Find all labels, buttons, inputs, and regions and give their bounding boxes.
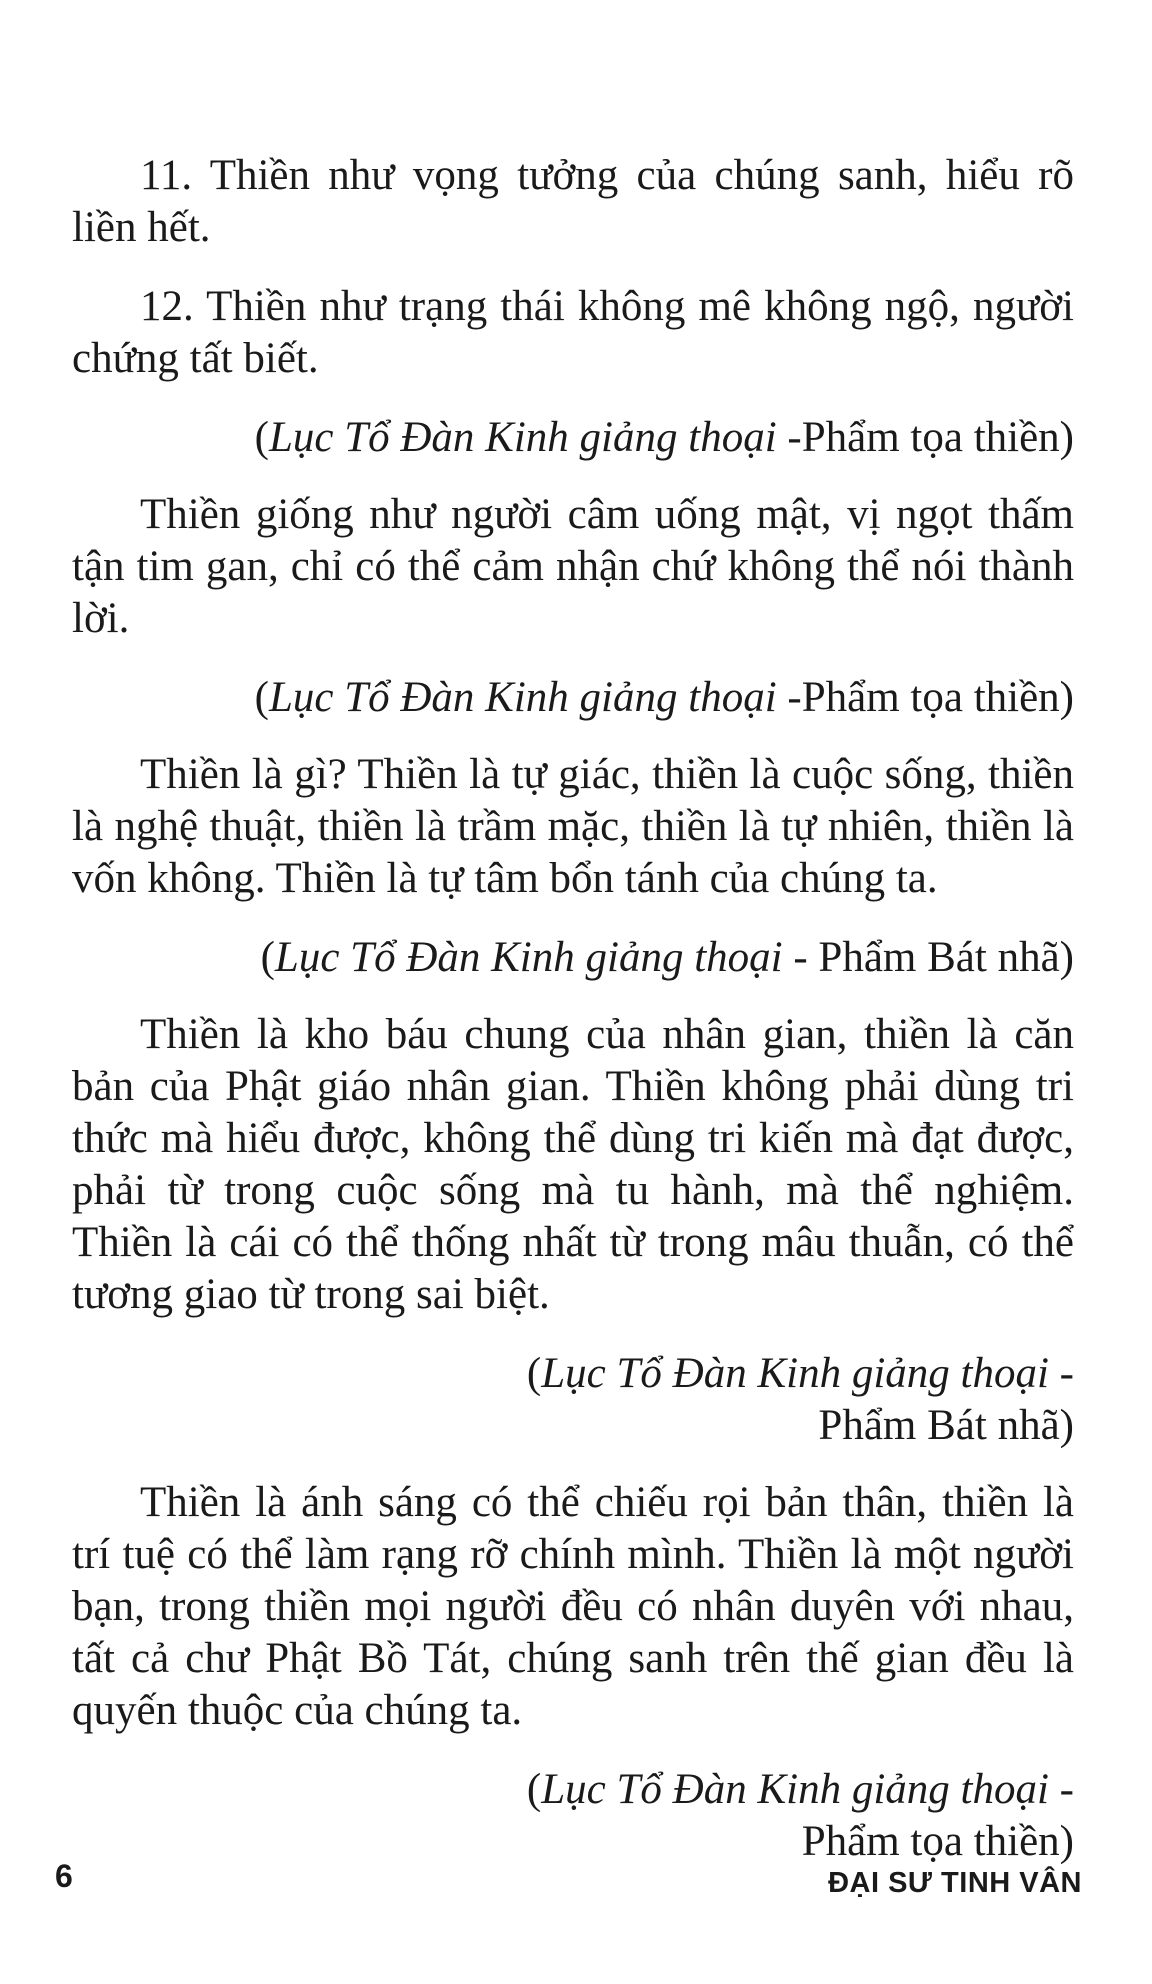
- citation: (Lục Tổ Đàn Kinh giảng thoại - Phẩm Bát nhã): [526, 1350, 1074, 1449]
- paragraph-treasure: Thiền là kho báu chung của nhân gian, thiền là căn bản của Phật giáo nhân gian. Thiền không phải dùng tri thức mà hiểu được, không thể dùng tri kiến mà đạt được, phải từ trong cuộc sống mà tu hành, mà thể nghiệm. Thiền là cái có thể thống nhất từ trong mâu thuẫn, có thể tương giao từ trong sai biệt.: [72, 1011, 1074, 1318]
- citation: (Lục Tổ Đàn Kinh giảng thoại -Phẩm tọa thiền): [254, 674, 1074, 721]
- paragraph-what-is-zen: Thiền là gì? Thiền là tự giác, thiền là cuộc sống, thiền là nghệ thuật, thiền là trầm mặc, thiền là tự nhiên, thiền là vốn không. Thiền là tự tâm bổn tánh của chúng ta.: [72, 751, 1074, 902]
- citation-section: Phẩm tọa thiền: [801, 1818, 1060, 1865]
- page-number: 6: [55, 1858, 73, 1894]
- citation-section: -Phẩm tọa thiền: [787, 674, 1060, 721]
- citation: (Lục Tổ Đàn Kinh giảng thoại - Phẩm tọa thiền): [526, 1766, 1074, 1865]
- paragraph-light: Thiền là ánh sáng có thể chiếu rọi bản thân, thiền là trí tuệ có thể làm rạng rỡ chính mình. Thiền là một người bạn, trong thiền mọi người đều có nhân duyên với nhau, tất cả chư Phật Bồ Tát, chúng sanh trên thế gian đều là quyến thuộc của chúng ta.: [72, 1479, 1074, 1734]
- citation-book: Lục Tổ Đàn Kinh giảng thoại -: [541, 1766, 1074, 1813]
- citation-book: Lục Tổ Đàn Kinh giảng thoại: [274, 934, 783, 981]
- citation: (Lục Tổ Đàn Kinh giảng thoại - Phẩm Bát nhã): [260, 934, 1074, 981]
- paragraph-item-11: 11. Thiền như vọng tưởng của chúng sanh, hiểu rõ liền hết.: [72, 152, 1074, 251]
- citation-section: Phẩm Bát nhã: [818, 1402, 1060, 1449]
- citation-book: Lục Tổ Đàn Kinh giảng thoại: [268, 414, 777, 461]
- citation: (Lục Tổ Đàn Kinh giảng thoại -Phẩm tọa thiền): [254, 414, 1074, 461]
- citation-book: Lục Tổ Đàn Kinh giảng thoại -: [541, 1350, 1074, 1397]
- citation-section: -Phẩm tọa thiền: [787, 414, 1060, 461]
- body-text: [72, 150, 1074, 1893]
- citation-section: - Phẩm Bát nhã: [793, 934, 1060, 981]
- citation-book: Lục Tổ Đàn Kinh giảng thoại: [268, 674, 777, 721]
- running-footer-title: ĐẠI SƯ TINH VÂN: [828, 1867, 1082, 1899]
- paragraph-item-12: 12. Thiền như trạng thái không mê không ngộ, người chứng tất biết.: [72, 283, 1074, 382]
- paragraph-honey: Thiền giống như người câm uống mật, vị ngọt thấm tận tim gan, chỉ có thể cảm nhận chứ không thể nói thành lời.: [72, 491, 1074, 642]
